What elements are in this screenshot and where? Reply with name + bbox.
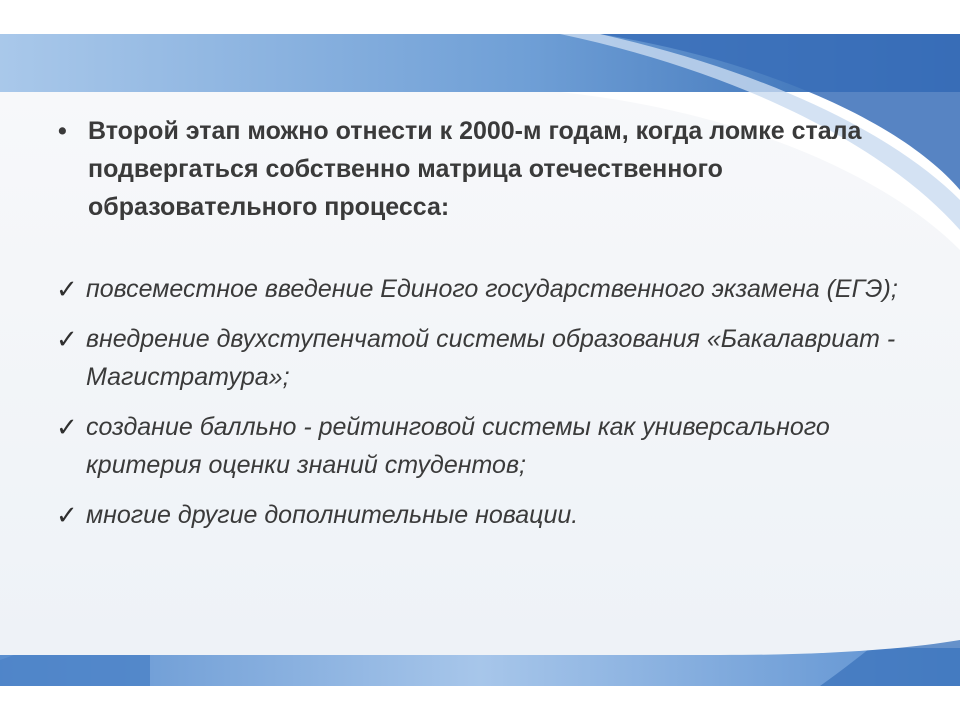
intro-paragraph: [58, 112, 918, 226]
list-item: [56, 408, 918, 484]
checkmark-icon: ✓: [56, 412, 78, 442]
checkmark-icon: ✓: [56, 274, 78, 304]
content-area: [58, 112, 918, 546]
checkmark-icon: ✓: [56, 500, 78, 530]
list-item-text: повсеместное введение Единого государственного экзамена (ЕГЭ);: [86, 275, 898, 303]
list-item: [56, 496, 918, 534]
bullet-icon: •: [58, 117, 67, 145]
checklist: [58, 270, 918, 534]
checkmark-icon: ✓: [56, 324, 78, 354]
list-item: [56, 320, 918, 396]
list-item: [56, 270, 918, 308]
list-item-text: внедрение двухступенчатой системы образования «Бакалавриат - Магистратура»;: [86, 325, 896, 391]
intro-text: Второй этап можно отнести к 2000-м годам, когда ломке стала подвергаться собственно матрица отечественного образовательного процесса:: [88, 117, 862, 221]
list-item-text: многие другие дополнительные новации.: [86, 501, 579, 529]
list-item-text: создание балльно - рейтинговой системы как универсального критерия оценки знаний студентов;: [86, 413, 830, 479]
